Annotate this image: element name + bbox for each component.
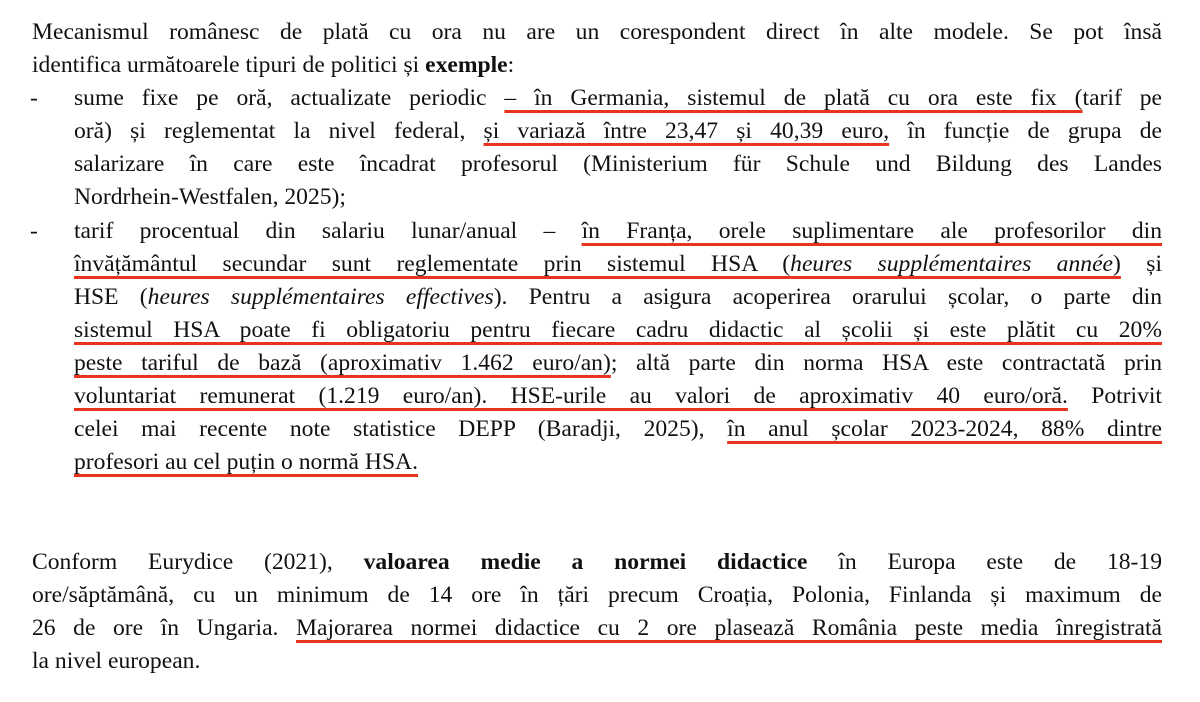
bullet-2-line-3	[74, 281, 1162, 314]
text-span: la nivel european.	[32, 648, 201, 674]
text-span: tarif pe	[1082, 85, 1162, 111]
text-span: :	[507, 52, 515, 78]
underlined-text: sistemul HSA poate fi obligatoriu pentru fiecare cadru didactic al școlii și este plătit cu 20%	[74, 317, 1162, 343]
text-span: Potrivit	[1067, 383, 1162, 409]
text-span: oră) și reglementat la nivel federal,	[74, 118, 484, 144]
bullet-2-line-6	[74, 380, 1162, 413]
underlined-text: în Franța, orele suplimentare ale profesorilor din	[581, 218, 1162, 244]
bullet-2-line-1	[74, 215, 1162, 248]
bold-text: exemple	[425, 52, 508, 78]
text-span: salarizare în care este încadrat profesorul (Ministerium für Schule und Bildung des Landes	[74, 151, 1162, 177]
bullet-2-line-2	[74, 248, 1162, 281]
text-span: Mecanismul românesc de plată cu ora nu are un corespondent direct în alte modele. Se pot însă	[32, 19, 1162, 45]
underlined-text: și variază între 23,47 și 40,39 euro,	[483, 118, 890, 144]
text-span: Conform Eurydice (2021),	[32, 549, 364, 575]
bullet-1-line-2	[74, 115, 1162, 148]
text-span: în funcție de grupa de	[889, 118, 1162, 144]
bullet-1-line-1	[74, 82, 1162, 115]
text-span: în Europa este de 18-19	[807, 549, 1162, 575]
bullet-2-line-7	[74, 413, 1162, 446]
bullet-2-line-5	[74, 347, 1162, 380]
text-span: celei mai recente note statistice DEPP (Baradji, 2025),	[74, 416, 728, 442]
underlined-text	[74, 251, 1121, 277]
paragraph-eurydice-line-2	[32, 579, 1162, 612]
text-span: și	[1120, 251, 1162, 277]
bullet-marker-2: -	[30, 218, 38, 244]
bullet-2-line-4	[74, 314, 1162, 347]
underlined-text: Majorarea normei didactice cu 2 ore plasează România peste media înregistrată	[296, 615, 1162, 641]
paragraph-eurydice-line-3	[32, 612, 1162, 645]
text-span: sume fixe pe oră, actualizate periodic	[74, 85, 505, 111]
underlined-text: peste tariful de bază (aproximativ 1.462 euro/an)	[74, 350, 611, 376]
paragraph-intro-line-1	[32, 16, 1162, 49]
text-span: învățământul secundar sunt reglementate prin sistemul HSA (	[74, 251, 791, 277]
italic-text: heures supplémentaires année	[790, 251, 1114, 277]
text-span: HSE (	[74, 284, 148, 310]
underlined-text: în anul școlar 2023-2024, 88% dintre	[727, 416, 1163, 442]
text-span: ). Pentru a asigura acoperirea orarului școlar, o parte din	[493, 284, 1163, 310]
italic-text: heures supplémentaires effectives	[147, 284, 494, 310]
bullet-1-line-4	[74, 181, 346, 214]
paragraph-eurydice-line-4	[32, 645, 200, 678]
paragraph-intro-line-2	[32, 49, 514, 82]
text-span: tarif procentual din salariu lunar/anual –	[74, 218, 582, 244]
bullet-2-line-8	[74, 446, 418, 479]
text-span: ore/săptămână, cu un minimum de 14 ore în țări precum Croația, Polonia, Finlanda și maximum de	[32, 582, 1162, 608]
paragraph-eurydice-line-1	[32, 546, 1162, 579]
underlined-text: voluntariat remunerat (1.219 euro/an). HSE-urile au valori de aproximativ 40 euro/oră.	[74, 383, 1068, 409]
bullet-1-line-3	[74, 148, 1162, 181]
text-span: Nordrhein-Westfalen, 2025);	[74, 184, 346, 210]
bold-text: valoarea medie a normei didactice	[363, 549, 808, 575]
underlined-text: – în Germania, sistemul de plată cu ora este fix (	[504, 85, 1083, 111]
underlined-text: profesori au cel puțin o normă HSA.	[74, 449, 418, 475]
text-span: 26 de ore în Ungaria.	[32, 615, 297, 641]
text-span: ; altă parte din norma HSA este contractată prin	[610, 350, 1162, 376]
text-span: )	[1113, 251, 1121, 277]
bullet-marker-1: -	[30, 85, 38, 111]
text-span: identifica următoarele tipuri de politici și	[32, 52, 426, 78]
